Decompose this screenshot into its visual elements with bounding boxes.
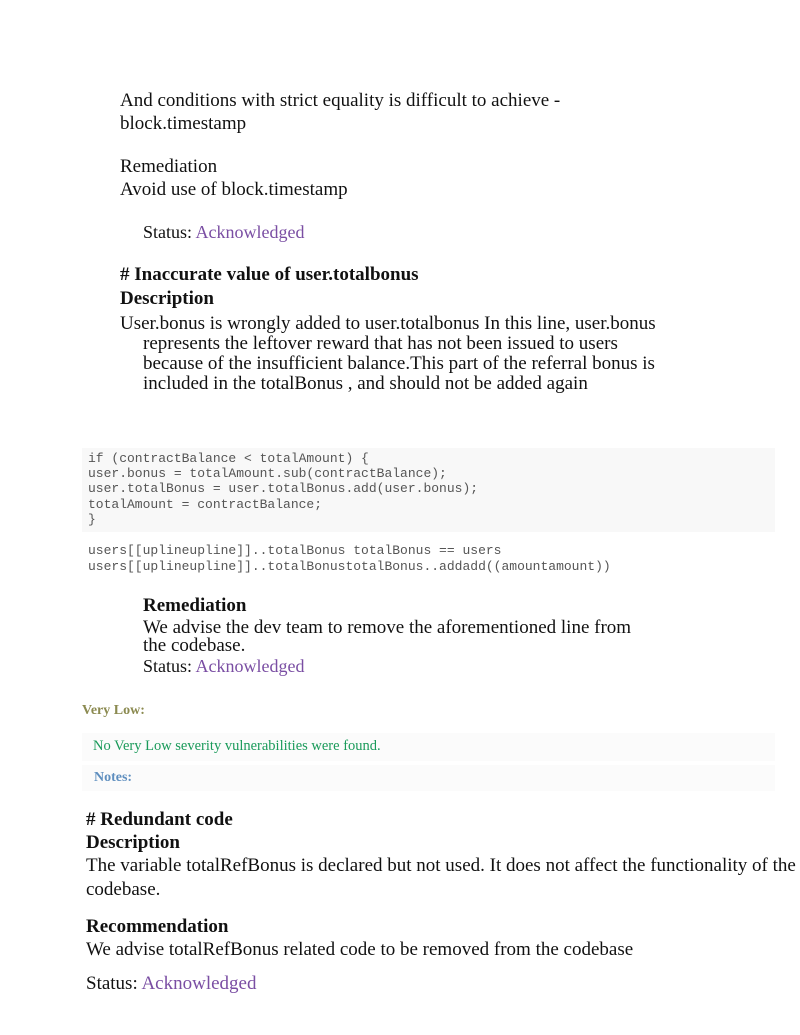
status-label: Status: xyxy=(143,222,193,242)
totalbonus-description-line-1: User.bonus is wrongly added to user.totalbonus In this line, user.bonus xyxy=(120,313,656,334)
totalbonus-remediation-line-1: We advise the dev team to remove the aforementioned line from xyxy=(143,617,632,638)
notes-box xyxy=(82,765,775,791)
code-line: } xyxy=(88,512,96,527)
status-value: Acknowledged xyxy=(141,973,257,994)
redundant-description-heading: Description xyxy=(86,832,180,853)
totalbonus-status xyxy=(143,656,305,677)
totalbonus-remediation-heading: Remediation xyxy=(143,595,247,616)
totalbonus-remediation-line-2: the codebase. xyxy=(143,635,246,656)
very-low-text: No Very Low severity vulnerabilities were found. xyxy=(93,738,381,754)
notes-heading: Notes: xyxy=(94,770,133,785)
redundant-recommendation-heading: Recommendation xyxy=(86,916,229,937)
timestamp-remediation-text: Avoid use of block.timestamp xyxy=(120,179,348,200)
code-line: user.totalBonus = user.totalBonus.add(user.bonus); xyxy=(88,481,479,496)
status-label: Status: xyxy=(86,973,138,994)
code-line: user.bonus = totalAmount.sub(contractBalance); xyxy=(88,466,447,481)
code-line: if (contractBalance < totalAmount) { xyxy=(88,451,369,466)
very-low-heading: Very Low: xyxy=(82,703,145,718)
totalbonus-description-heading: Description xyxy=(120,288,214,309)
status-label: Status: xyxy=(143,656,193,676)
timestamp-text-line-2: block.timestamp xyxy=(120,113,247,134)
timestamp-remediation-heading: Remediation xyxy=(120,156,218,177)
status-value: Acknowledged xyxy=(195,656,305,676)
redundant-status xyxy=(86,973,256,995)
redundant-description-line-2: codebase. xyxy=(86,879,161,900)
totalbonus-title: # Inaccurate value of user.totalbonus xyxy=(120,264,419,285)
totalbonus-description-line-3: because of the insufficient balance.This part of the referral bonus is xyxy=(143,353,655,374)
redundant-description-line-1: The variable totalRefBonus is declared but not used. It does not affect the functionality of the xyxy=(86,855,796,876)
timestamp-status xyxy=(143,222,305,243)
code-line: users[[uplineupline]]..totalBonus totalBonus == users xyxy=(88,543,502,558)
timestamp-text-line-1: And conditions with strict equality is difficult to achieve - xyxy=(120,90,561,111)
totalbonus-description-line-2: represents the leftover reward that has not been issued to users xyxy=(143,333,618,354)
totalbonus-description-line-4: included in the totalBonus , and should not be added again xyxy=(143,373,588,394)
redundant-title: # Redundant code xyxy=(86,809,233,830)
code-line: totalAmount = contractBalance; xyxy=(88,497,323,512)
redundant-recommendation-text: We advise totalRefBonus related code to be removed from the codebase xyxy=(86,939,634,960)
code-line: users[[uplineupline]]..totalBonustotalBonus..addadd((amountamount)) xyxy=(88,559,611,574)
status-value: Acknowledged xyxy=(195,222,305,242)
